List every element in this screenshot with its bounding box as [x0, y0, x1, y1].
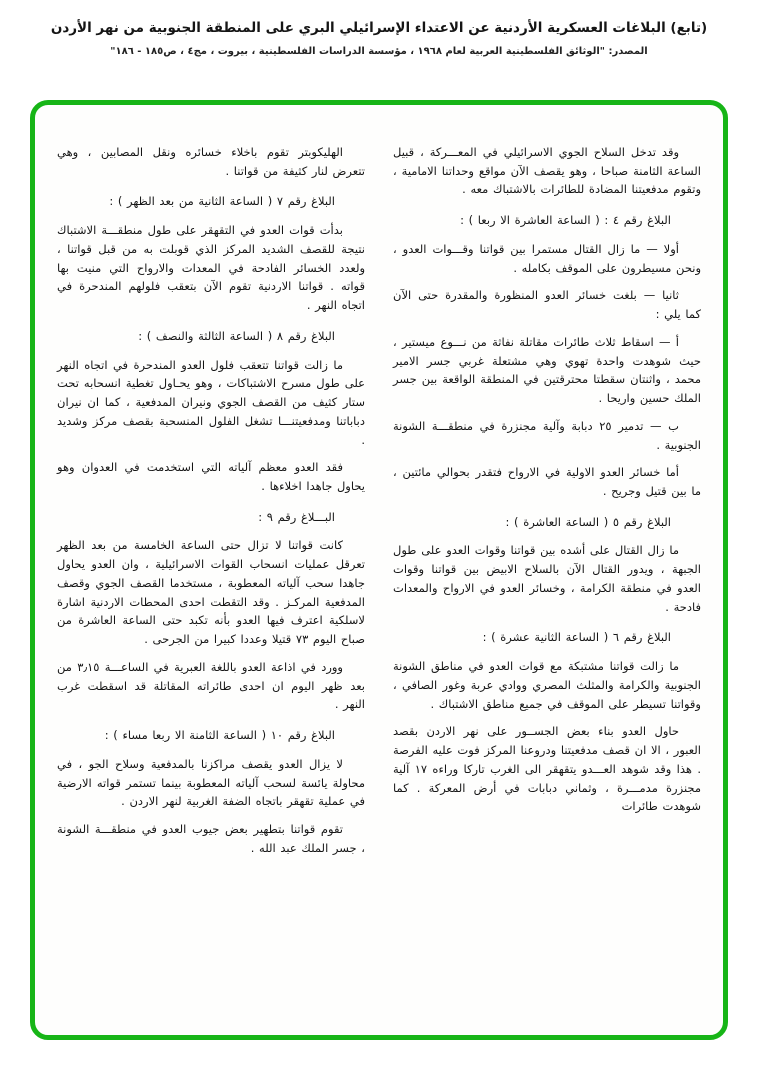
paragraph: وقد تدخل السلاح الجوي الاسرائيلي في المعـــركة ، قبيل الساعة الثامنة صباحا ، وهو يقصف الآن مواقع وحداتنا الامامية ، وتقوم مدفعيتنا المضادة للطائرات بالاشتباك معه .: [393, 145, 701, 197]
column-left: [57, 143, 365, 867]
paragraph: كانت قواتنا لا تزال حتى الساعة الخامسة من بعد الظهر تعرقل عمليات انسحاب القوات الاسرائيلية ، وان العدو يحاول جاهدا سحب آلياته المعطوبة ، مستخدما القصف الجوي وقصف المدفعية المركـز . وقد التقطت احدى المحطات الاردنية اشارة لاسلكية اعترف فيها العدو بأنه تكبد حتى الساعة العاشرة من صباح اليوم ٧٣ قتيلا وعددا كبيرا من الجرحى .: [57, 538, 365, 647]
paragraph: حاول العدو بناء بعض الجســور على نهر الاردن بقصد العبور ، الا ان قصف مدفعيتنا ودروعنا المركز فوت عليه الفرصة . هذا وقد شوهد العـــدو يتقهقر الى الغرب تاركا وراءه ١٧ آلية مجنزرة مدمـــرة ، وثماني دبابات في أرض المعركة . كما شوهدت طائرات: [393, 724, 701, 814]
communique-heading: البلاغ رقم ١٠ ( الساعة الثامنة الا ربعا مساء ) :: [104, 728, 335, 743]
paragraph: ما زال القتال على أشده بين قواتنا وقوات العدو على طول الجبهة ، ويدور القتال الآن بالسلاح الابيض بين قواتنا وقوات العدو في منطقة الكرامة ، وخسائر العدو في الارواح والمعدات فادحة .: [393, 543, 701, 614]
communique-heading: البلاغ رقم ٨ ( الساعة الثالثة والنصف ) :: [138, 328, 335, 343]
paragraph: فقد العدو معظم آلياته التي استخدمت في العدوان وهو يحاول جاهدا اخلاءها .: [57, 460, 365, 494]
paragraph: وورد في اذاعة العدو باللغة العبرية في الساعـــة ٣٫١٥ من بعد ظهر اليوم ان احدى طائراته المقاتلة قد اسقطت غرب النهر .: [57, 659, 365, 712]
paragraph: أ — اسقاط ثلاث طائرات مقاتلة نفاثة من نـــوع ميستير ، حيث شوهدت واحدة تهوي وهي مشتعلة غربي جسر الامير محمد ، واثنتان سقطتا محترقتين في المنطقة الواقعة بين جسر الملك حسين واريحا .: [393, 334, 701, 406]
column-right: [393, 143, 701, 867]
paragraph: لا يزال العدو يقصف مراكزنا بالمدفعية وسلاح الجو ، في محاولة يائسة لسحب آلياته المعطوبة بينما تستمر قواته الارضية في عملية تقهقر باتجاه الضفة الغربية لنهر الاردن .: [57, 756, 365, 809]
communique-heading: البلاغ رقم ٤ : ( الساعة العاشرة الا ربعا ) :: [460, 213, 671, 228]
communique-heading: البلاغ رقم ٧ ( الساعة الثانية من بعد الظهر ) :: [109, 194, 335, 209]
paragraph: ما زالت قواتنا تتعقب فلول العدو المندحرة في اتجاه النهر على طول مسرح الاشتباكات ، وهو يحـاول تغطية انسحابه تحت ستار كثيف من القصف الجوي ونيران المدفعية ، كما ان نيران دباباتنا ومدفعيتنـــا تشغل الفلول المنسحبة بقصف مركز وشديد .: [57, 357, 365, 447]
paragraph: أولا — ما زال القتال مستمرا بين قواتنا وقـــوات العدو ، ونحن مسيطرون على الموقف بكامله .: [393, 241, 701, 275]
communique-heading: البـــلاغ رقم ٩ :: [258, 509, 335, 524]
document-header: [0, 0, 758, 57]
paragraph: ثانيا — بلغت خسائر العدو المنظورة والمقدرة حتى الآن كما يلي :: [393, 288, 701, 322]
communique-heading: البلاغ رقم ٦ ( الساعة الثانية عشرة ) :: [482, 630, 671, 645]
paragraph: الهليكوبتر تقوم باخلاء خسائره ونقل المصابين ، وهي تتعرض لنار كثيفة من قواتنا .: [57, 145, 365, 178]
green-border-frame: [30, 100, 728, 1040]
paragraph: تقوم قواتنا بتطهير بعض جيوب العدو في منطقـــة الشونة ، جسر الملك عبد الله .: [57, 822, 365, 855]
communique-heading: البلاغ رقم ٥ ( الساعة العاشرة ) :: [505, 514, 671, 529]
text-columns: [35, 105, 723, 897]
paragraph: أما خسائر العدو الاولية في الارواح فتقدر بحوالي مائتين ، ما بين قتيل وجريح .: [393, 465, 701, 499]
source-line: المصدر: "الوثائق الفلسطينية العربية لعام ١٩٦٨ ، مؤسسة الدراسات الفلسطينية ، بيروت ، مج٤ ، ص١٨٥ - ١٨٦": [110, 46, 648, 58]
paragraph: بدأت قوات العدو في التقهقر على طول منطقـــة الاشتباك نتيجة للقصف الشديد المركز الذي قوبلت به من قبل قواتنا ، ولعدد الخسائر الفادحة في المعدات والارواح التي منيت بها قواته . قواتنا الاردنية تقوم الآن بتعقب فلولهم المندحرة في اتجاه النهر .: [57, 223, 365, 313]
paragraph: ما زالت قواتنا مشتبكة مع قوات العدو في مناطق الشونة الجنوبية والكرامة والمثلث المصري ووادي عربة وغور الصافي ، وقواتنا تسيطر على الموقف في جميع مناطق الاشتباك .: [393, 659, 701, 711]
paragraph: ب — تدمير ٢٥ دبابة وآلية مجنزرة في منطقـــة الشونة الجنوبية .: [393, 418, 701, 452]
page-title: (تابع) البلاغات العسكرية الأردنية عن الاعتداء الإسرائيلي البري على المنطقة الجنوبية من نهر الأردن: [50, 20, 708, 36]
